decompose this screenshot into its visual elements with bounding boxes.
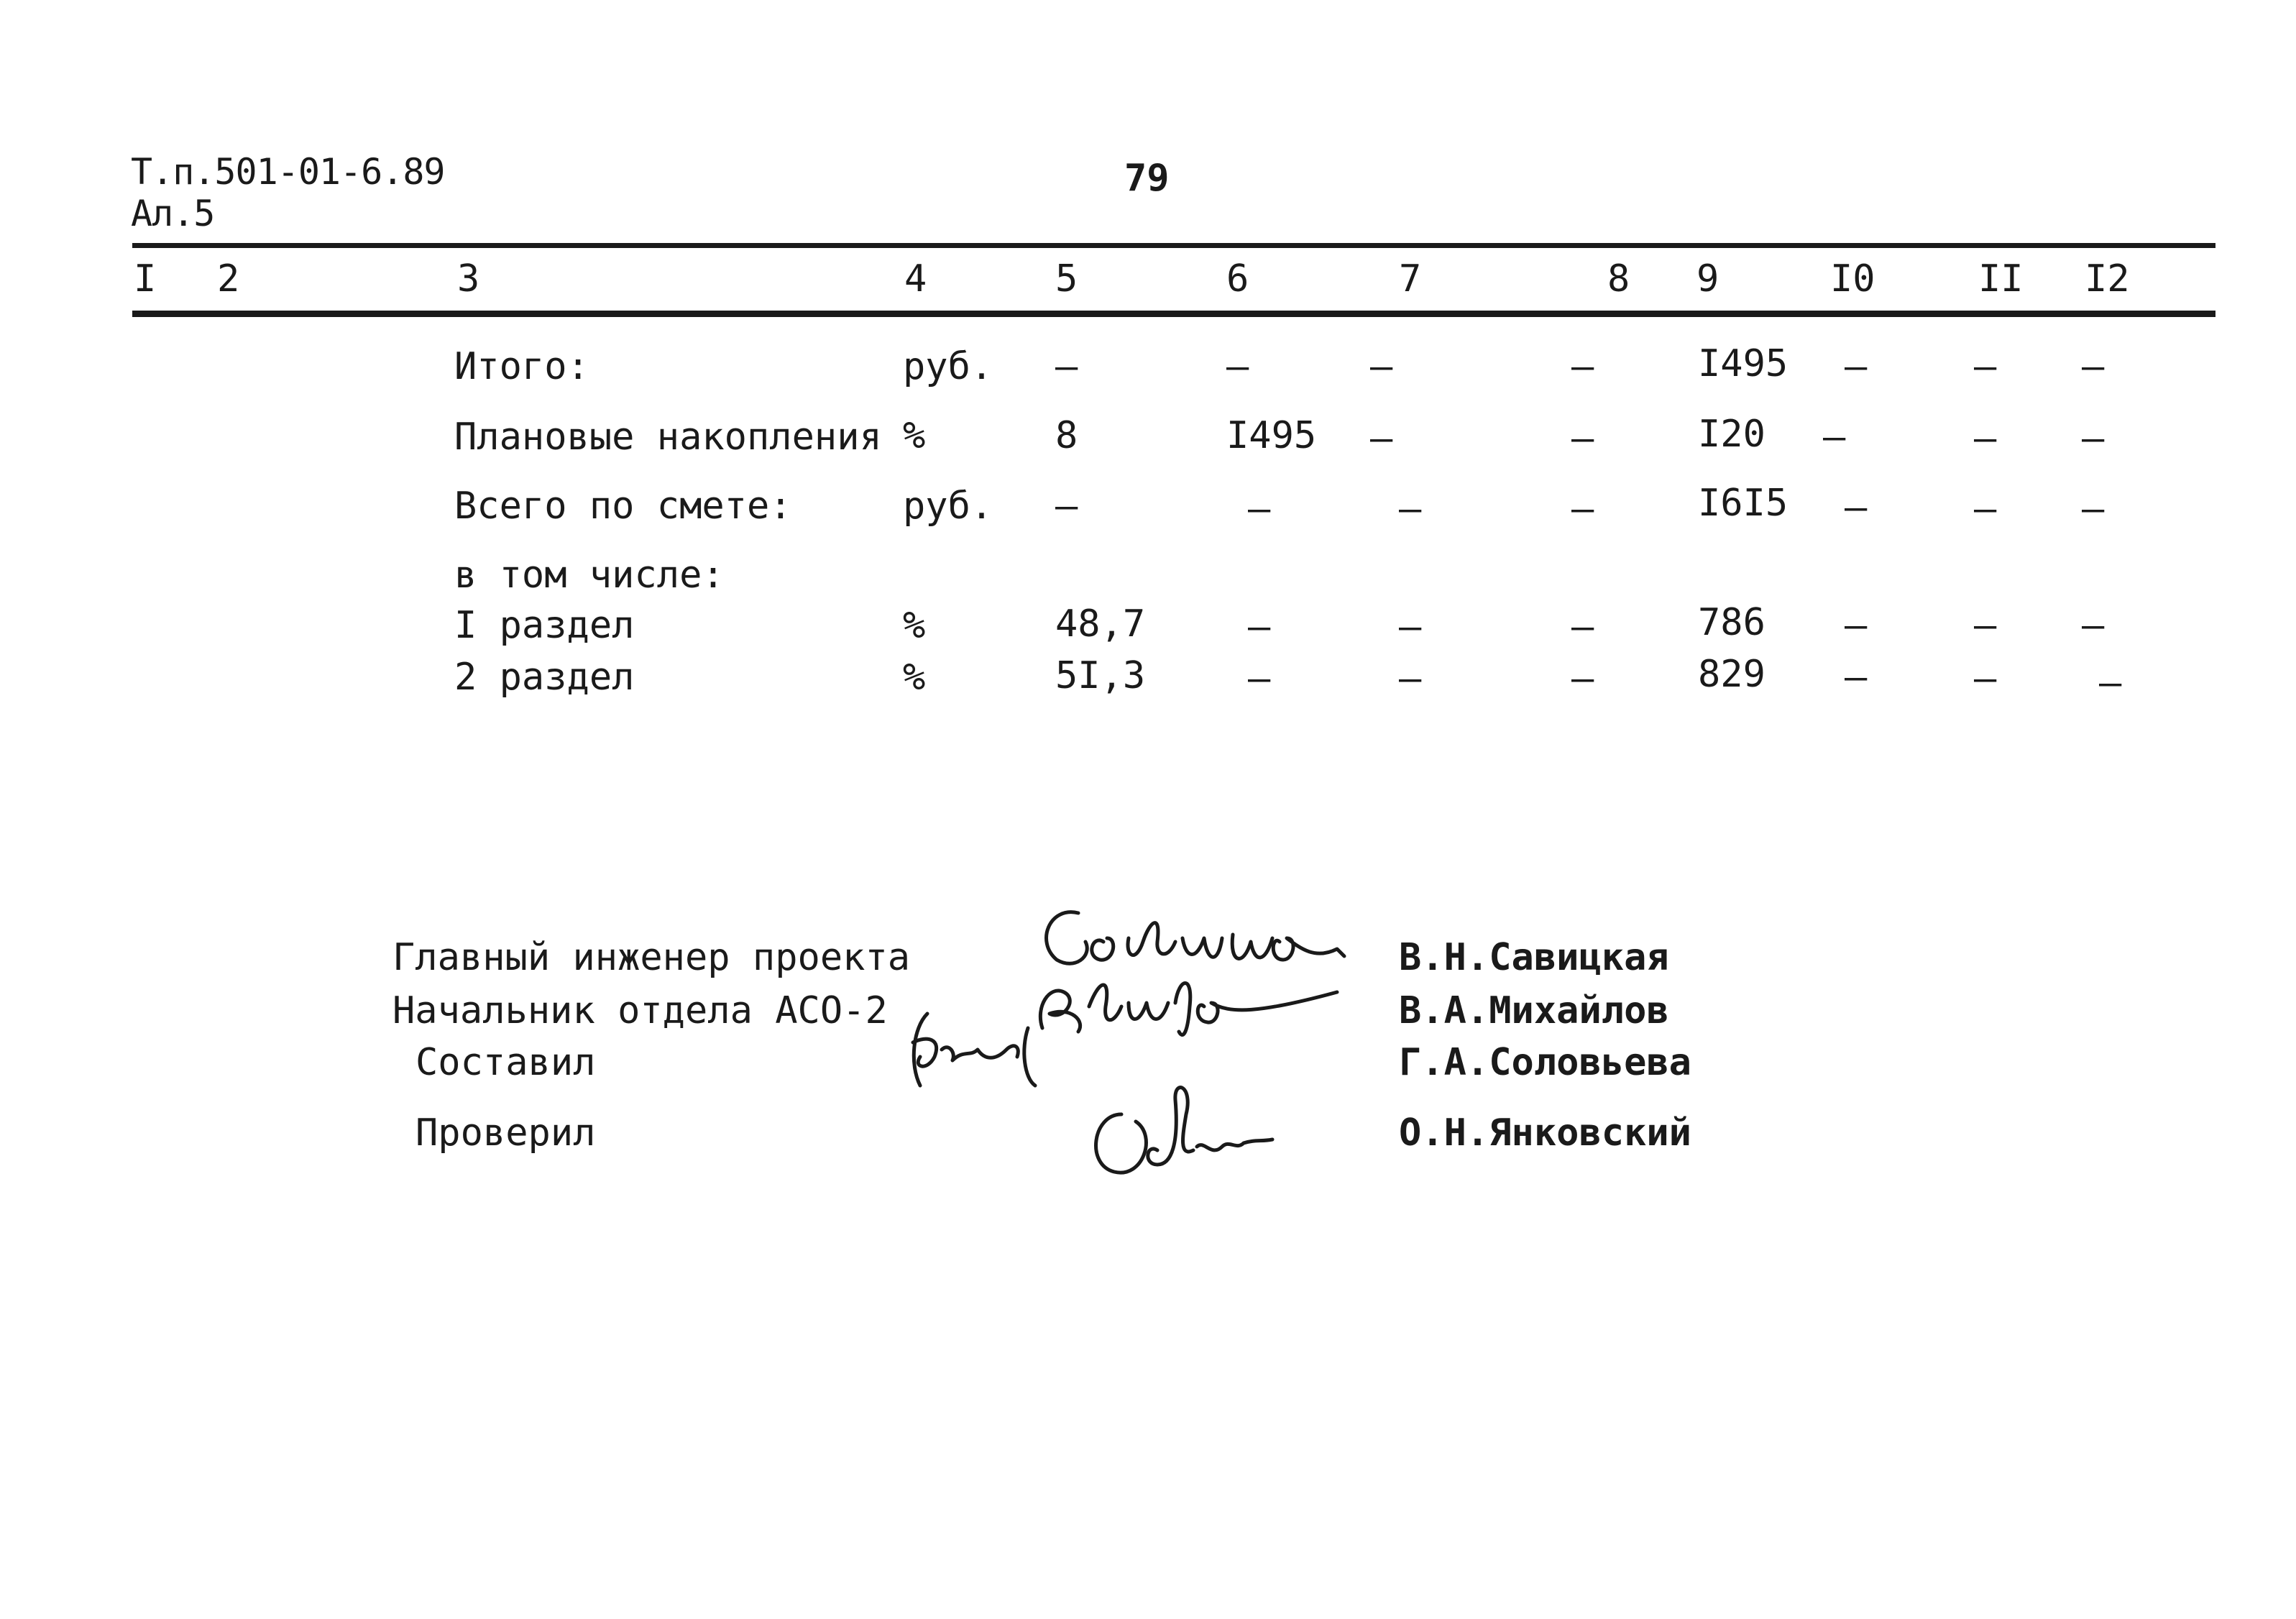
column-header-3: 3 <box>457 257 480 301</box>
table-cell: % <box>903 656 926 699</box>
table-cell: 829 <box>1698 653 1765 696</box>
table-cell: – <box>1974 657 1997 700</box>
table-header-rule <box>132 311 2215 317</box>
row-label-total: Итого: <box>454 345 589 388</box>
table-cell: – <box>1571 657 1594 700</box>
table-cell: – <box>1845 345 1868 388</box>
table-cell: – <box>2082 417 2105 460</box>
table-cell: – <box>1370 345 1393 388</box>
table-cell: – <box>1399 657 1422 700</box>
document-code-line2: Ал.5 <box>131 193 215 234</box>
column-header-12: I2 <box>2085 257 2130 301</box>
column-header-10: I0 <box>1830 257 1875 301</box>
table-cell: – <box>1974 604 1997 647</box>
table-cell: – <box>1974 417 1997 460</box>
signatory-name-savitskaya: В.Н.Савицкая <box>1399 936 1669 979</box>
table-cell: 786 <box>1698 601 1765 644</box>
table-cell: – <box>1845 604 1868 647</box>
table-cell: – <box>1974 345 1997 388</box>
table-cell: I495 <box>1698 342 1788 385</box>
table-cell: руб. <box>903 345 993 388</box>
table-cell: – <box>1248 605 1271 648</box>
signatory-name-solovyova: Г.А.Соловьева <box>1399 1041 1691 1084</box>
table-cell: – <box>2082 345 2105 388</box>
column-header-4: 4 <box>904 257 927 301</box>
table-cell: % <box>903 414 926 457</box>
table-top-rule <box>132 243 2215 248</box>
table-cell: – <box>1370 417 1393 460</box>
table-cell: I20 <box>1698 413 1765 456</box>
signatory-name-mikhailov: В.А.Михайлов <box>1399 989 1669 1032</box>
signatory-title-compiled-by: Составил <box>415 1041 596 1084</box>
table-cell: – <box>1571 417 1594 460</box>
table-cell: – <box>1571 487 1594 531</box>
table-cell: – <box>1571 345 1594 388</box>
row-label-estimate-total: Всего по смете: <box>454 485 792 528</box>
table-cell: – <box>2082 604 2105 647</box>
signatory-title-chief-engineer: Главный инженер проекта <box>392 936 911 979</box>
table-cell: – <box>1055 485 1078 528</box>
table-cell: – <box>1571 605 1594 648</box>
table-cell: – <box>1248 487 1271 531</box>
table-cell: % <box>903 604 926 647</box>
column-header-8: 8 <box>1607 257 1630 301</box>
table-cell: 8 <box>1055 414 1078 457</box>
row-label-planned-savings: Плановые накопления <box>454 416 882 459</box>
column-header-1: I <box>134 257 157 301</box>
column-header-2: 2 <box>217 257 240 301</box>
column-header-5: 5 <box>1055 257 1078 301</box>
table-cell: – <box>2082 487 2105 531</box>
table-cell: – <box>1974 487 1997 531</box>
handwritten-signature-yankovsky <box>1078 1071 1280 1193</box>
signatory-title-checked-by: Проверил <box>415 1111 596 1155</box>
table-cell: I6I5 <box>1698 482 1788 525</box>
column-header-11: II <box>1978 257 2024 301</box>
table-cell: – <box>2099 661 2122 705</box>
table-cell: 48,7 <box>1055 602 1146 646</box>
signatory-name-yankovsky: О.Н.Янковский <box>1399 1111 1691 1155</box>
table-cell: – <box>1845 486 1868 529</box>
row-label-section-2: 2 раздел <box>454 656 635 699</box>
page-number: 79 <box>1124 157 1170 200</box>
document-code-line1: Т.п.501-01-6.89 <box>131 151 445 193</box>
row-label-including: в том числе: <box>454 554 725 597</box>
table-cell: – <box>1399 487 1422 531</box>
table-cell: – <box>1226 345 1249 388</box>
document-code <box>131 151 445 234</box>
table-cell: 5I,3 <box>1055 654 1146 697</box>
table-cell: – <box>1399 605 1422 648</box>
column-header-9: 9 <box>1696 257 1719 301</box>
table-cell: I495 <box>1226 414 1317 457</box>
table-cell: руб. <box>903 485 993 528</box>
row-label-section-1: I раздел <box>454 604 635 647</box>
table-cell: – <box>1845 656 1868 699</box>
column-header-7: 7 <box>1399 257 1422 301</box>
table-cell: – <box>1823 416 1846 459</box>
signatory-title-department-head: Начальник отдела АСО-2 <box>392 989 888 1032</box>
table-cell: – <box>1248 657 1271 700</box>
table-cell: – <box>1055 345 1078 388</box>
column-header-6: 6 <box>1226 257 1249 301</box>
handwritten-signature-solovyova <box>899 999 1071 1100</box>
